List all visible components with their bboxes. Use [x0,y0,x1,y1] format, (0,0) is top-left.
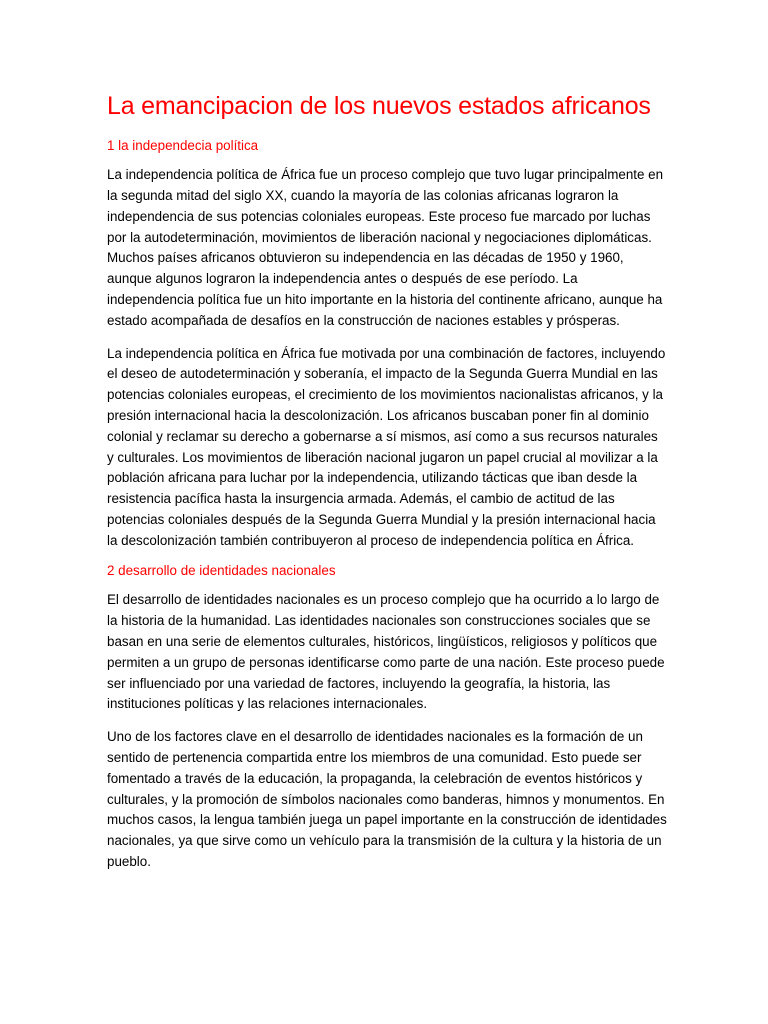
document-title: La emancipacion de los nuevos estados africanos [107,92,651,120]
section-heading-2: 2 desarrollo de identidades nacionales [107,562,336,578]
section-2-paragraph-2: Uno de los factores clave en el desarrollo de identidades nacionales es la formación de un sentido de pertenencia compartida entre los miembros de una comunidad. Esto puede ser fomentado a través de la educación, la propaganda, la celebración de eventos históricos y culturales, y la promoción de símbolos nacionales como banderas, himnos y monumentos. En muchos casos, la lengua también juega un papel importante en la construcción de identidades nacionales, ya que sirve como un vehículo para la transmisión de la cultura y la historia de un pueblo. [107,729,667,869]
section-2-paragraph-1: El desarrollo de identidades nacionales es un proceso complejo que ha ocurrido a lo largo de la historia de la humanidad. Las identidades nacionales son construcciones sociales que se basan en una serie de elementos culturales, históricos, lingüísticos, religiosos y políticos que permiten a un grupo de personas identificarse como parte de una nación. Este proceso puede ser influenciado por una variedad de factores, incluyendo la geografía, la historia, las instituciones políticas y las relaciones internacionales. [107,592,665,712]
section-1-paragraph-2: La independencia política en África fue motivada por una combinación de factores, incluyendo el deseo de autodeterminación y soberanía, el impacto de la Segunda Guerra Mundial en las potencias coloniales europeas, el crecimiento de los movimientos nacionalistas africanos, y la presión internacional hacia la descolonización. Los africanos buscaban poner fin al dominio colonial y reclamar su derecho a gobernarse a sí mismos, así como a sus recursos naturales y culturales. Los movimientos de liberación nacional jugaron un papel crucial al movilizar a la población africana para luchar por la independencia, utilizando tácticas que iban desde la resistencia pacífica hasta la insurgencia armada. Además, el cambio de actitud de las potencias coloniales después de la Segunda Guerra Mundial y la presión internacional hacia la descolonización también contribuyeron al proceso de independencia política en África. [107,345,666,548]
section-heading-1: 1 la independecia política [107,137,259,153]
section-1-paragraph-1: La independencia política de África fue un proceso complejo que tuvo lugar principalmente en la segunda mitad del siglo XX, cuando la mayoría de las colonias africanas lograron la independencia de sus potencias coloniales europeas. Este proceso fue marcado por luchas por la autodeterminación, movimientos de liberación nacional y negociaciones diplomáticas. Muchos países africanos obtuvieron su independencia en las décadas de 1950 y 1960, aunque algunos lograron la independencia antes o después de ese período. La independencia política fue un hito importante en la historia del continente africano, aunque ha estado acompañada de desafíos en la construcción de naciones estables y prósperas. [107,167,664,328]
